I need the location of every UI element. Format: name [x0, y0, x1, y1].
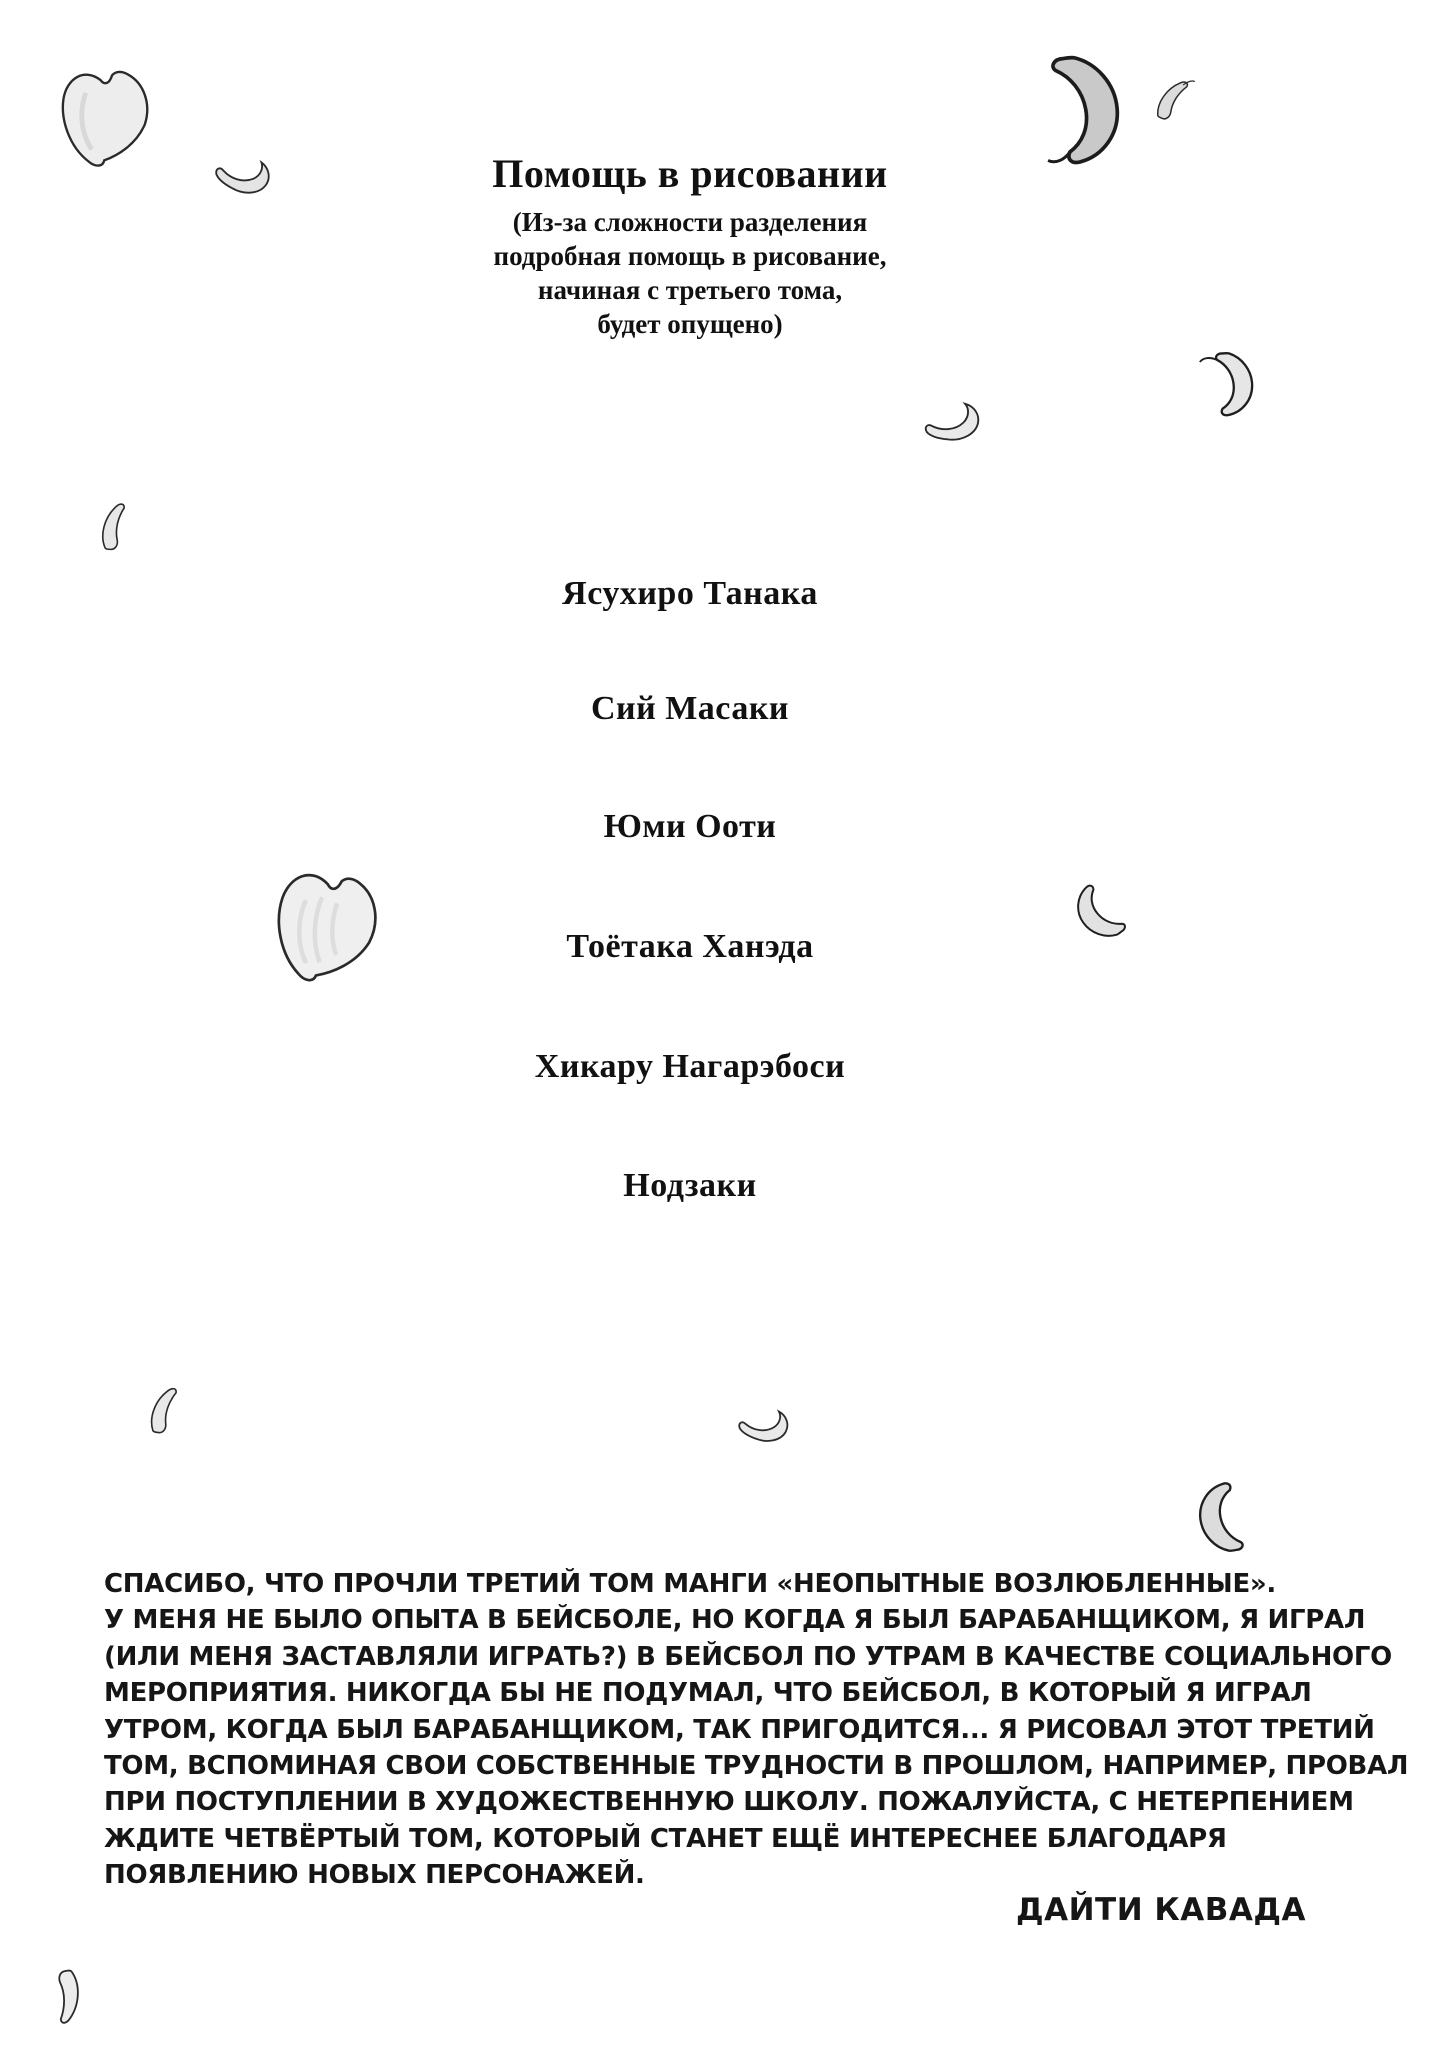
assistant-name: Нодзаки: [623, 1167, 757, 1204]
assistant-name: Хикару Нагарэбоси: [534, 1048, 846, 1085]
subtitle-line: начиная с третьего тома,: [537, 275, 843, 305]
afterword-line: МЕРОПРИЯТИЯ. НИКОГДА БЫ НЕ ПОДУМАЛ, ЧТО БЕЙСБОЛ, В КОТОРЫЙ Я ИГРАЛ: [104, 1678, 1312, 1709]
assistant-name: Ясухиро Танака: [562, 575, 818, 612]
afterword-line: ПРИ ПОСТУПЛЕНИИ В ХУДОЖЕСТВЕННУЮ ШКОЛУ. ПОЖАЛУЙСТА, С НЕТЕРПЕНИЕМ: [104, 1787, 1354, 1818]
page-subtitle: [0, 205, 1380, 341]
afterword-line: У МЕНЯ НЕ БЫЛО ОПЫТА В БЕЙСБОЛЕ, НО КОГДА Я БЫЛ БАРАБАНЩИКОМ, Я ИГРАЛ: [104, 1605, 1366, 1636]
assistant-name: Тоётака Ханэда: [566, 928, 814, 965]
assistant-name: Сий Масаки: [590, 690, 789, 727]
subtitle-line: (Из-за сложности разделения: [512, 207, 868, 237]
assistant-name: Юми Ооти: [603, 808, 777, 845]
afterword-line: (ИЛИ МЕНЯ ЗАСТАВЛЯЛИ ИГРАТЬ?) В БЕЙСБОЛ ПО УТРАМ В КАЧЕСТВЕ СОЦИАЛЬНОГО: [104, 1641, 1392, 1672]
author-signature: ДАЙТИ КАВАДА: [1016, 1892, 1306, 1928]
afterword-line: ЖДИТЕ ЧЕТВЁРТЫЙ ТОМ, КОТОРЫЙ СТАНЕТ ЕЩЁ ИНТЕРЕСНЕЕ БЛАГОДАРЯ: [104, 1823, 1227, 1854]
afterword-text: [104, 1566, 1409, 1894]
afterword-line: ПОЯВЛЕНИЮ НОВЫХ ПЕРСОНАЖЕЙ.: [104, 1860, 645, 1891]
page-title: Помощь в рисовании: [492, 151, 888, 196]
afterword-line: УТРОМ, КОГДА БЫЛ БАРАБАНЩИКОМ, ТАК ПРИГОДИТСЯ... Я РИСОВАЛ ЭТОТ ТРЕТИЙ: [104, 1714, 1375, 1745]
subtitle-line: подробная помощь в рисование,: [493, 241, 887, 271]
afterword-line: СПАСИБО, ЧТО ПРОЧЛИ ТРЕТИЙ ТОМ МАНГИ «НЕОПЫТНЫЕ ВОЗЛЮБЛЕННЫЕ».: [104, 1569, 1276, 1599]
afterword-line: ТОМ, ВСПОМИНАЯ СВОИ СОБСТВЕННЫЕ ТРУДНОСТИ В ПРОШЛОМ, НАПРИМЕР, ПРОВАЛ: [104, 1751, 1409, 1782]
subtitle-line: будет опущено): [597, 309, 783, 339]
